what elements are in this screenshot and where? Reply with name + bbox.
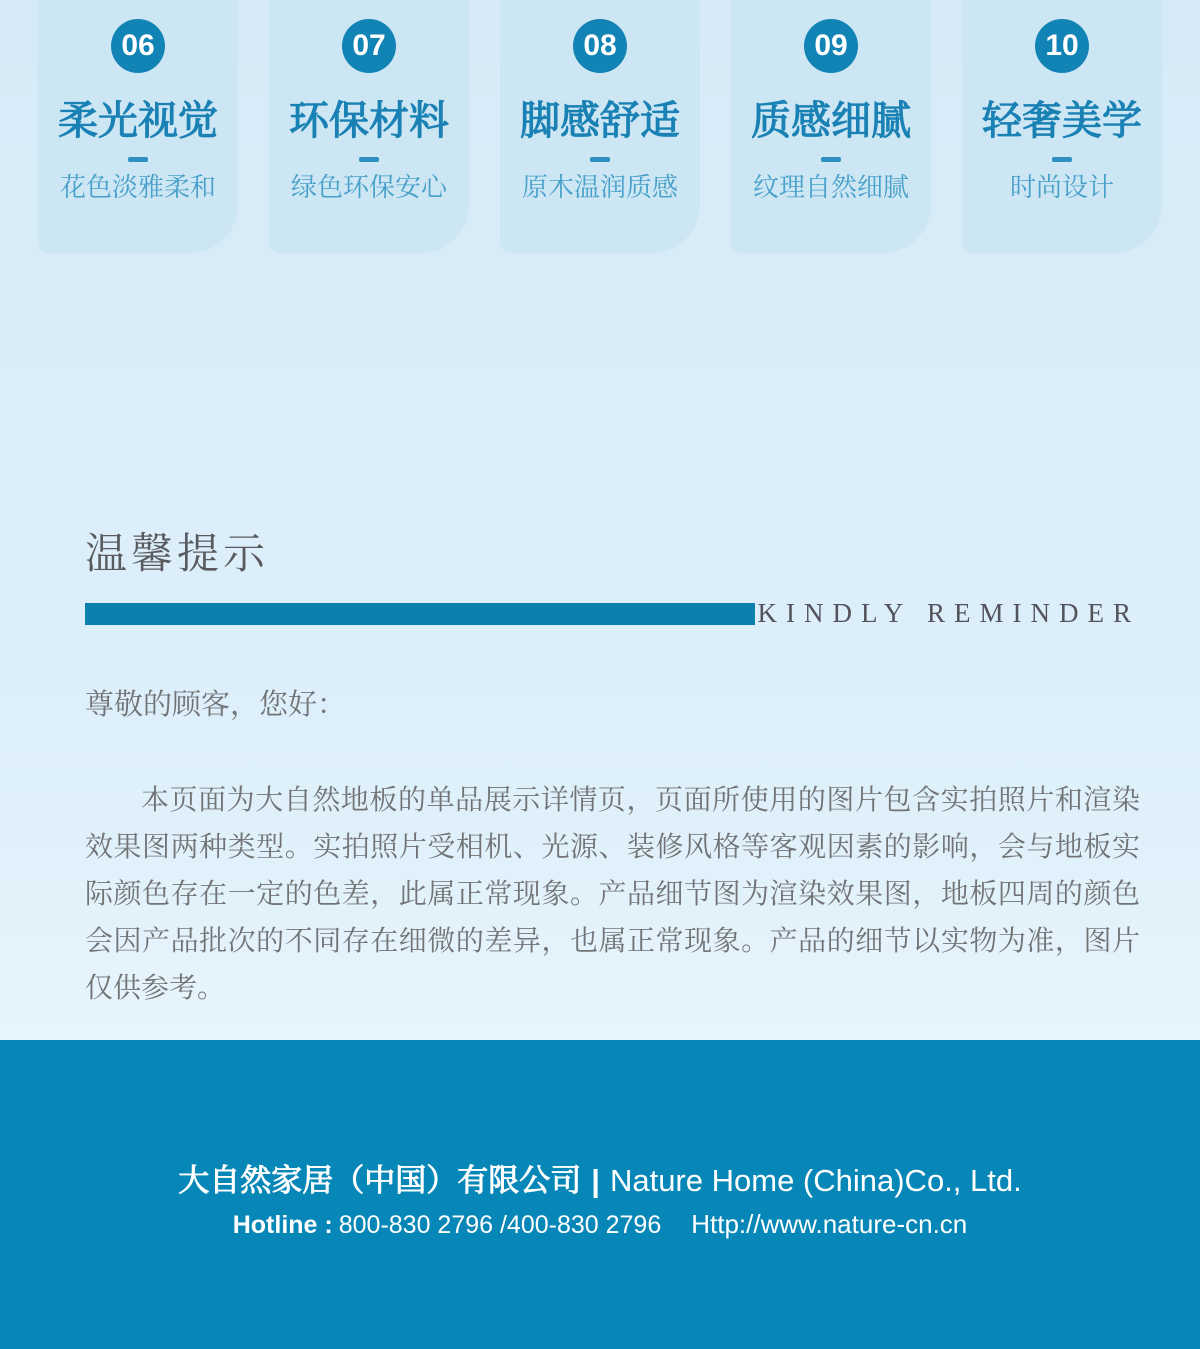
hotline-label: Hotline : [232,1210,333,1239]
feature-divider-dash [590,157,610,162]
company-name-en: Nature Home (China)Co., Ltd. [609,1163,1022,1198]
footer [0,1040,1200,1349]
feature-card-06 [38,0,238,253]
company-name-line [0,1163,1200,1199]
feature-number-badge: 09 [804,19,858,73]
greeting-text: 尊敬的顾客，您好： [85,689,347,721]
feature-number-badge: 10 [1035,19,1089,73]
feature-subtitle: 时尚设计 [1009,172,1114,202]
feature-card-10 [962,0,1162,253]
feature-subtitle: 原木温润质感 [521,172,678,202]
reminder-body-paragraph: 本页面为大自然地板的单品展示详情页，页面所使用的图片包含实拍照片和渲染效果图两种类型。实拍照片受相机、光源、装修风格等客观因素的影响，会与地板实际颜色存在一定的色差，此属正常现象。产品细节图为渲染效果图，地板四周的颜色会因产品批次的不同存在细微的差异，也属正常现象。产品的细节以实物为准，图片仅供参考。 [85,784,1140,1003]
reminder-underline-bar [85,603,755,625]
feature-subtitle: 绿色环保安心 [290,172,447,202]
hotline-numbers: 800-830 2796 /400-830 2796 [338,1210,662,1239]
feature-number-badge: 06 [111,19,165,73]
reminder-title-cn: 温馨提示 [85,530,270,577]
kindly-reminder-section [85,530,1140,1011]
company-name-cn: 大自然家居（中国）有限公司 [178,1163,582,1198]
contact-line [0,1209,1200,1240]
website-url: Http://www.nature-cn.cn [691,1208,968,1239]
feature-card-row [0,0,1200,253]
feature-card-09 [731,0,931,253]
feature-title: 脚感舒适 [520,99,680,143]
feature-title: 环保材料 [289,99,449,143]
feature-divider-dash [821,157,841,162]
company-divider: | [591,1163,600,1198]
feature-title: 柔光视觉 [58,99,218,143]
feature-number-badge: 08 [573,19,627,73]
feature-title: 质感细腻 [751,99,911,143]
feature-divider-dash [1052,157,1072,162]
feature-subtitle: 纹理自然细腻 [752,172,909,202]
reminder-title-underline-row [85,598,1140,629]
feature-divider-dash [128,157,148,162]
feature-card-08 [500,0,700,253]
feature-card-07 [269,0,469,253]
feature-title: 轻奢美学 [982,99,1142,143]
feature-subtitle: 花色淡雅柔和 [59,172,216,202]
reminder-title-en: KINDLY REMINDER [757,598,1140,628]
feature-number-badge: 07 [342,19,396,73]
feature-divider-dash [359,157,379,162]
